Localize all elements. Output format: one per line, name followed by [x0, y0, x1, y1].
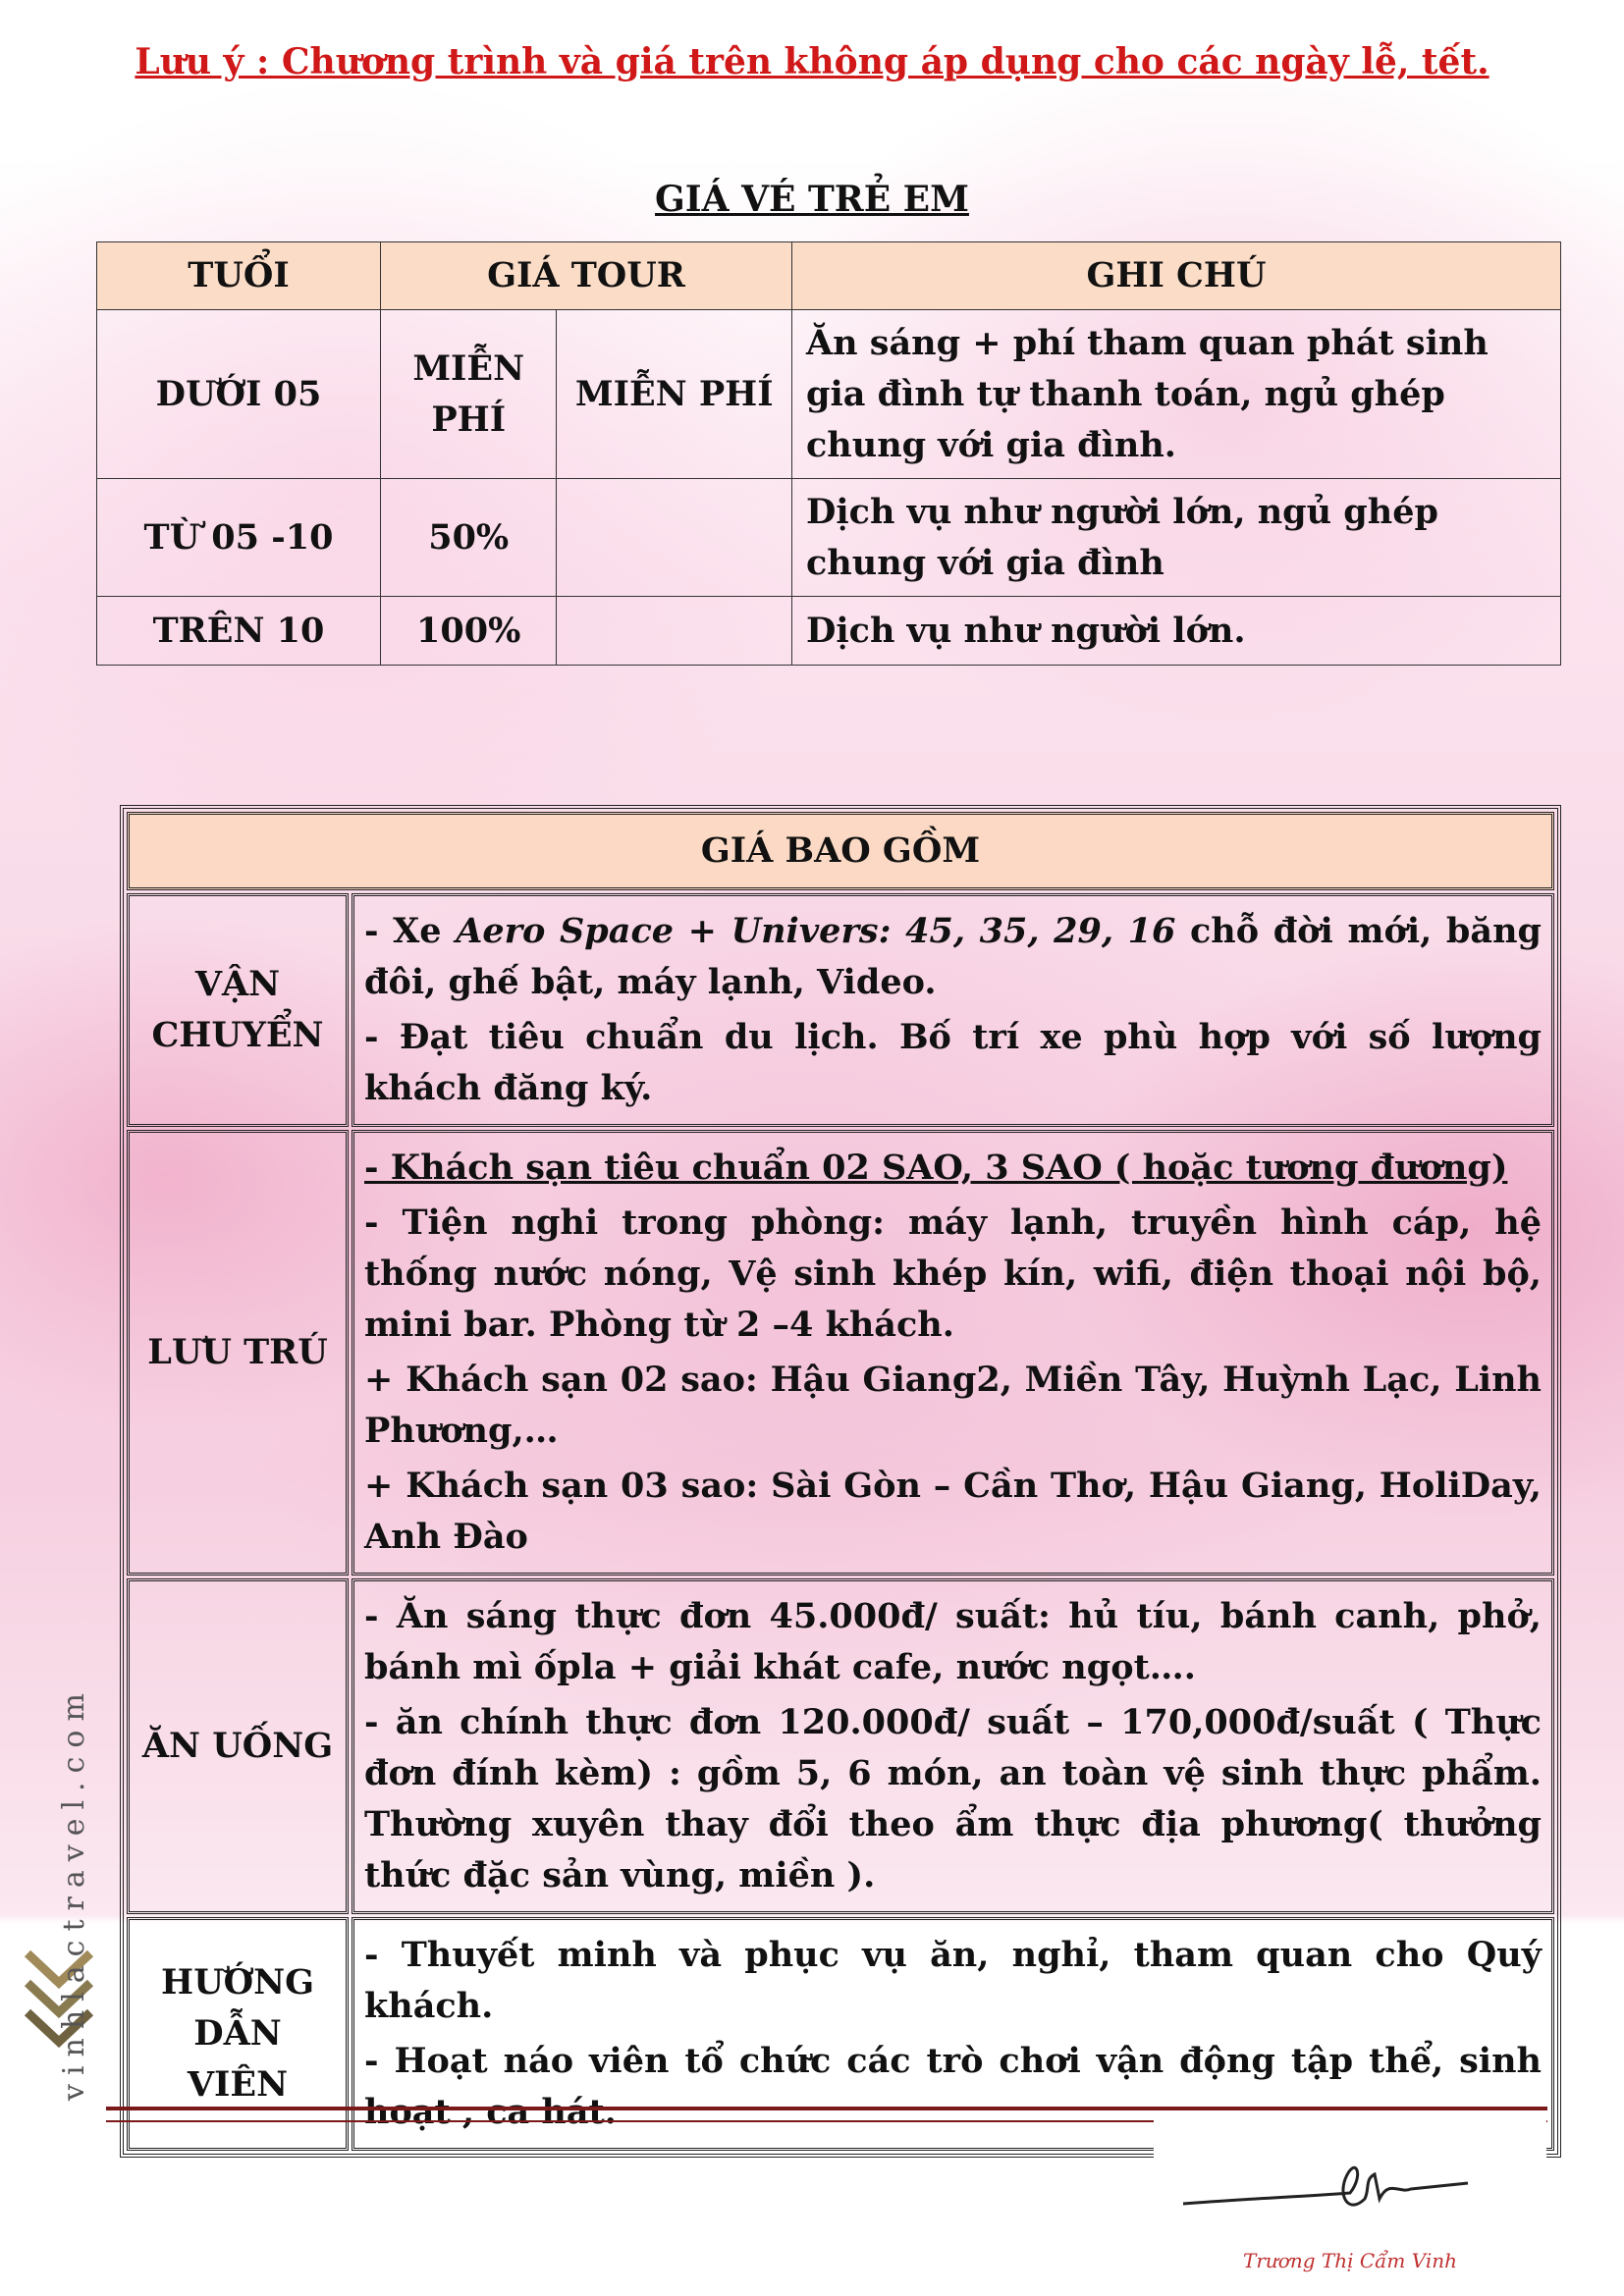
note-cell: Ăn sáng + phí tham quan phát sinh gia đình tự thanh toán, ngủ ghép chung với gia đình.: [792, 310, 1561, 479]
lodging-line-4: + Khách sạn 03 sao: Sài Gòn – Cần Thơ, Hậu Giang, HoliDay, Anh Đào: [364, 1466, 1542, 1557]
age-cell: TỪ 05 -10: [97, 479, 381, 597]
note-cell: Dịch vụ như người lớn, ngủ ghép chung với gia đình: [792, 479, 1561, 597]
meals-line-1: - Ăn sáng thực đơn 45.000đ/ suất: hủ tíu, bánh canh, phở, bánh mì ốpla + giải khát cafe, nước ngọt….: [364, 1596, 1542, 1687]
category-guide: HƯỚNG DẪN VIÊN: [127, 1917, 349, 2151]
table-row: [97, 310, 1561, 479]
bus-models: Aero Space + Univers: 45, 35, 29, 16: [456, 911, 1176, 951]
lodging-line-3: + Khách sạn 02 sao: Hậu Giang2, Miền Tây, Huỳnh Lạc, Linh Phương,…: [364, 1360, 1542, 1451]
note-cell: Dịch vụ như người lớn.: [792, 597, 1561, 666]
category-lodging: LƯU TRÚ: [127, 1130, 349, 1575]
transport-prefix: - Xe: [364, 911, 457, 951]
table-row: [97, 479, 1561, 597]
included-header-row: [127, 812, 1554, 890]
header-age: TUỔI: [97, 242, 381, 310]
lodging-line-1: - Khách sạn tiêu chuẩn 02 SAO, 3 SAO ( hoặc tương đương): [364, 1148, 1508, 1188]
table-header-row: [97, 242, 1561, 310]
child-price-table: [96, 241, 1561, 666]
price-notice: Lưu ý : Chương trình và giá trên không áp dụng cho các ngày lễ, tết.: [135, 41, 1489, 82]
included-row-lodging: [127, 1130, 1554, 1575]
transport-line-2: - Đạt tiêu chuẩn du lịch. Bố trí xe phù hợp với số lượng khách đăng ký.: [364, 1017, 1542, 1108]
age-cell: DƯỚI 05: [97, 310, 381, 479]
website-watermark: vinhlactravel.com: [57, 1684, 91, 2101]
price-cell-2: [557, 479, 792, 597]
included-table: [120, 805, 1561, 2158]
price-cell: 50%: [381, 479, 557, 597]
transport-details: [352, 893, 1554, 1127]
price-cell: MIỄN PHÍ: [381, 310, 557, 479]
child-price-title: GIÁ VÉ TRẺ EM: [655, 179, 969, 220]
header-price: GIÁ TOUR: [381, 242, 792, 310]
price-cell: 100%: [381, 597, 557, 666]
signature-icon: [1154, 2120, 1546, 2287]
age-cell: TRÊN 10: [97, 597, 381, 666]
transport-suffix: chỗ đời mới, băng đôi, ghế bật, máy lạnh, Video.: [364, 911, 1542, 1002]
included-row-transport: [127, 893, 1554, 1127]
header-note: GHI CHÚ: [792, 242, 1561, 310]
lodging-details: [352, 1130, 1554, 1575]
guide-line-2: - Hoạt náo viên tổ chức các trò chơi vận động tập thể, sinh hoạt , ca hát.: [364, 2041, 1542, 2132]
included-title: GIÁ BAO GỒM: [127, 812, 1554, 890]
lodging-line-2: - Tiện nghi trong phòng: máy lạnh, truyền hình cáp, hệ thống nước nóng, Vệ sinh khép kín, wifi, điện thoại nội bộ, mini bar. Phòng từ 2 –4 khách.: [364, 1202, 1542, 1345]
signature-name: Trương Thị Cẩm Vinh: [1243, 2249, 1457, 2272]
category-transport: VẬN CHUYỂN: [127, 893, 349, 1127]
meals-line-2: - ăn chính thực đơn 120.000đ/ suất – 170,000đ/suất ( Thực đơn đính kèm) : gồm 5, 6 món, an toàn vệ sinh thực phẩm. Thường xuyên thay đổi theo ẩm thực địa phương( thưởng thức đặc sản vùng, miền ).: [364, 1702, 1542, 1896]
category-meals: ĂN UỐNG: [127, 1578, 349, 1914]
meals-details: [352, 1578, 1554, 1914]
price-cell-2: [557, 597, 792, 666]
price-cell-2: MIỄN PHÍ: [557, 310, 792, 479]
table-row: [97, 597, 1561, 666]
included-row-meals: [127, 1578, 1554, 1914]
guide-line-1: - Thuyết minh và phục vụ ăn, nghỉ, tham quan cho Quý khách.: [364, 1935, 1542, 2026]
transport-line-1: [364, 906, 1542, 1008]
